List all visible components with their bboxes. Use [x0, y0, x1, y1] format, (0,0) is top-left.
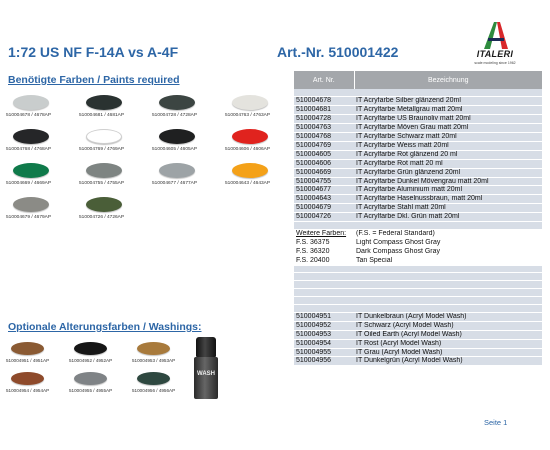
- column-header-description: Bezeichnung: [354, 71, 542, 89]
- article-number-cell: 510004728: [294, 115, 354, 124]
- paint-code-label: 510004643 / 4643AP: [225, 181, 271, 186]
- description-cell: [354, 289, 542, 297]
- description-cell: Tan Special: [354, 256, 542, 265]
- wash-color-blob: [11, 342, 44, 355]
- description-cell: IT Acrylfarbe Grün glänzend 20ml: [354, 168, 542, 177]
- paint-swatch: [152, 95, 218, 125]
- description-cell: IT Acrylfarbe Möven Grau matt 20ml: [354, 124, 542, 133]
- table-row: [294, 222, 542, 230]
- paint-swatch-grid: [6, 95, 284, 230]
- paint-swatch: [6, 95, 72, 125]
- paint-code-label: 510004677 / 4677AP: [152, 181, 198, 186]
- table-row: [294, 256, 542, 265]
- wash-color-blob: [137, 372, 170, 385]
- paints-section-title: Benötigte Farben / Paints required: [8, 74, 180, 86]
- table-row: [294, 339, 542, 348]
- table-row: [294, 348, 542, 357]
- paint-code-label: 510004669 / 4669AP: [6, 181, 52, 186]
- italeri-a-icon: [464, 20, 526, 50]
- table-row: [294, 247, 542, 256]
- description-cell: Light Compass Ghost Gray: [354, 238, 542, 247]
- washings-section-title: Optionale Alterungsfarben / Washings:: [8, 321, 202, 333]
- paint-color-blob: [86, 197, 122, 212]
- article-number-cell: F.S. 20400: [294, 256, 354, 265]
- article-number-cell: [294, 289, 354, 297]
- paint-code-label: 510004605 / 4605AP: [152, 147, 198, 152]
- table-row: [294, 305, 542, 313]
- paint-swatch: [225, 95, 291, 125]
- table-row: [294, 124, 542, 133]
- paint-color-blob: [86, 163, 122, 178]
- table-body: [294, 89, 542, 366]
- article-number-cell: [294, 222, 354, 230]
- wash-code-label: 510004951 / 4951AP: [6, 358, 50, 363]
- logo-wordmark: ITALERI: [476, 49, 514, 59]
- paint-code-label: 510004681 / 4681AP: [79, 113, 125, 118]
- paint-code-label: 510004679 / 4679AP: [6, 215, 52, 220]
- wash-color-blob: [137, 342, 170, 355]
- wash-swatch: [6, 372, 66, 400]
- paint-color-blob: [232, 95, 268, 110]
- article-number-cell: F.S. 36375: [294, 238, 354, 247]
- table-row: [294, 238, 542, 247]
- article-number-cell: 510004953: [294, 330, 354, 339]
- table-row: [294, 281, 542, 289]
- italeri-logo: [464, 20, 526, 72]
- description-cell: IT Schwarz (Acryl Model Wash): [354, 321, 542, 330]
- paint-color-blob: [159, 95, 195, 110]
- table-row: [294, 97, 542, 106]
- description-cell: IT Acrylfarbe US Braunoliv matt 20ml: [354, 115, 542, 124]
- table-row: [294, 115, 542, 124]
- description-cell: [354, 89, 542, 97]
- table-row: [294, 312, 542, 321]
- description-cell: IT Acrylfarbe Weiss matt 20ml: [354, 141, 542, 150]
- paint-swatch: [152, 163, 218, 193]
- description-cell: IT Acrylfarbe Haselnussbraun, matt 20ml: [354, 195, 542, 204]
- wash-swatch: [6, 342, 66, 370]
- description-cell: [354, 265, 542, 273]
- description-cell: IT Oiled Earth (Acryl Model Wash): [354, 330, 542, 339]
- table-row: [294, 141, 542, 150]
- paint-code-label: 510004728 / 4728AP: [152, 113, 198, 118]
- paint-swatch: [79, 197, 145, 227]
- table-row: [294, 273, 542, 281]
- column-header-art-nr: Art. Nr.: [294, 71, 354, 89]
- wash-color-blob: [74, 372, 107, 385]
- wash-code-label: 510004953 / 4953AP: [132, 358, 176, 363]
- paint-color-blob: [86, 129, 122, 144]
- table-row: [294, 289, 542, 297]
- article-number-cell: 510004681: [294, 106, 354, 115]
- description-cell: IT Acrylfarbe Rot glänzend 20 ml: [354, 150, 542, 159]
- page-number: Seite 1: [484, 418, 508, 427]
- wash-code-label: 510004952 / 4952AP: [69, 358, 113, 363]
- table-row: [294, 150, 542, 159]
- wash-swatch-grid: [6, 342, 191, 400]
- wash-color-blob: [11, 372, 44, 385]
- article-table: [294, 71, 542, 366]
- table-row: [294, 321, 542, 330]
- wash-swatch: [132, 372, 192, 400]
- article-number-cell: 510004605: [294, 150, 354, 159]
- article-number-cell: 510004956: [294, 357, 354, 366]
- description-cell: IT Acryfarbe Silber glänzend 20ml: [354, 97, 542, 106]
- description-cell: [354, 305, 542, 313]
- description-cell: IT Dunkelbraun (Acryl Model Wash): [354, 312, 542, 321]
- description-cell: [354, 222, 542, 230]
- description-cell: IT Acrylfarbe Aluminium matt 20ml: [354, 186, 542, 195]
- paint-code-label: 510004769 / 4769AP: [79, 147, 125, 152]
- article-number-cell: 510004669: [294, 168, 354, 177]
- article-number-cell: 510004726: [294, 213, 354, 222]
- description-cell: (F.S. = Federal Standard): [354, 229, 542, 238]
- description-cell: [354, 281, 542, 289]
- paint-code-label: 510004755 / 4755AP: [79, 181, 125, 186]
- table-row: [294, 106, 542, 115]
- article-number-cell: [294, 297, 354, 305]
- paint-color-blob: [13, 95, 49, 110]
- table-header-row: [294, 71, 542, 89]
- bottle-label: WASH: [197, 371, 215, 377]
- paint-code-label: 510004726 / 4726AP: [79, 215, 125, 220]
- article-number-cell: 510004954: [294, 339, 354, 348]
- model-title: 1:72 US NF F-14A vs A-4F: [8, 44, 179, 60]
- paint-swatch: [6, 163, 72, 193]
- article-number-cell: 510004677: [294, 186, 354, 195]
- article-number-cell: 510004763: [294, 124, 354, 133]
- article-number-cell: 510004678: [294, 97, 354, 106]
- paint-swatch: [6, 129, 72, 159]
- wash-swatch: [69, 372, 129, 400]
- description-cell: IT Grau (Acryl Model Wash): [354, 348, 542, 357]
- table-row: [294, 177, 542, 186]
- article-number: Art.-Nr. 510001422: [277, 44, 399, 60]
- paint-color-blob: [159, 163, 195, 178]
- article-number-cell: 510004679: [294, 204, 354, 213]
- article-number-cell: 510004955: [294, 348, 354, 357]
- article-number-cell: 510004769: [294, 141, 354, 150]
- paint-swatch: [6, 197, 72, 227]
- article-number-cell: 510004768: [294, 133, 354, 142]
- article-number-cell: 510004643: [294, 195, 354, 204]
- bottle-cap: [196, 337, 216, 357]
- wash-swatch: [69, 342, 129, 370]
- description-cell: IT Acrylfarbe Dunkel Mövengrau matt 20ml: [354, 177, 542, 186]
- description-cell: IT Acrylfarbe Stahl matt 20ml: [354, 204, 542, 213]
- table-row: [294, 229, 542, 238]
- table-row: [294, 89, 542, 97]
- paint-swatch: [225, 129, 291, 159]
- article-number-cell: [294, 273, 354, 281]
- wash-swatch: [132, 342, 192, 370]
- table-row: [294, 204, 542, 213]
- description-cell: IT Acrylfarbe Rot matt 20 ml: [354, 159, 542, 168]
- paint-color-blob: [13, 197, 49, 212]
- table-row: [294, 168, 542, 177]
- article-number-cell: [294, 89, 354, 97]
- wash-code-label: 510004955 / 4955AP: [69, 388, 113, 393]
- table-row: [294, 265, 542, 273]
- wash-color-blob: [74, 342, 107, 355]
- article-number-cell: 510004606: [294, 159, 354, 168]
- table-row: [294, 195, 542, 204]
- description-cell: IT Rost (Acryl Model Wash): [354, 339, 542, 348]
- bottle-body: [194, 357, 218, 399]
- article-number-cell: F.S. 36320: [294, 247, 354, 256]
- paint-code-label: 510004768 / 4768AP: [6, 147, 52, 152]
- paint-swatch: [79, 163, 145, 193]
- description-cell: [354, 297, 542, 305]
- article-number-cell: [294, 265, 354, 273]
- paint-swatch: [225, 163, 291, 193]
- paint-swatch: [79, 129, 145, 159]
- paint-code-label: 510004763 / 4763AP: [225, 113, 271, 118]
- paint-color-blob: [86, 95, 122, 110]
- paint-color-blob: [13, 129, 49, 144]
- article-number-cell: 510004951: [294, 312, 354, 321]
- paint-color-blob: [232, 163, 268, 178]
- wash-code-label: 510004954 / 4954AP: [6, 388, 50, 393]
- table-row: [294, 159, 542, 168]
- description-cell: [354, 273, 542, 281]
- paint-color-blob: [13, 163, 49, 178]
- paint-code-label: 510004606 / 4606AP: [225, 147, 271, 152]
- description-cell: IT Dunkelgrün (Acryl Model Wash): [354, 357, 542, 366]
- description-cell: IT Acrylfarbe Schwarz matt 20ml: [354, 133, 542, 142]
- table-row: [294, 297, 542, 305]
- description-cell: Dark Compass Ghost Gray: [354, 247, 542, 256]
- wash-code-label: 510004956 / 4956AP: [132, 388, 176, 393]
- logo-tagline: scale modeling since 1962: [474, 61, 516, 65]
- article-number-cell: Weitere Farben:: [294, 229, 354, 238]
- table-row: [294, 186, 542, 195]
- paint-swatch: [79, 95, 145, 125]
- paint-color-blob: [232, 129, 268, 144]
- description-cell: IT Acrylfarbe Dkl. Grün matt 20ml: [354, 213, 542, 222]
- article-number-cell: [294, 305, 354, 313]
- table-row: [294, 133, 542, 142]
- paint-code-label: 510004678 / 4678AP: [6, 113, 52, 118]
- article-number-cell: 510004755: [294, 177, 354, 186]
- description-cell: IT Acrylfarbe Metallgrau matt 20ml: [354, 106, 542, 115]
- paint-color-blob: [159, 129, 195, 144]
- table-row: [294, 213, 542, 222]
- wash-bottle-image: [193, 337, 219, 399]
- paint-swatch: [152, 129, 218, 159]
- article-number-cell: 510004952: [294, 321, 354, 330]
- table-row: [294, 330, 542, 339]
- table-row: [294, 357, 542, 366]
- article-number-cell: [294, 281, 354, 289]
